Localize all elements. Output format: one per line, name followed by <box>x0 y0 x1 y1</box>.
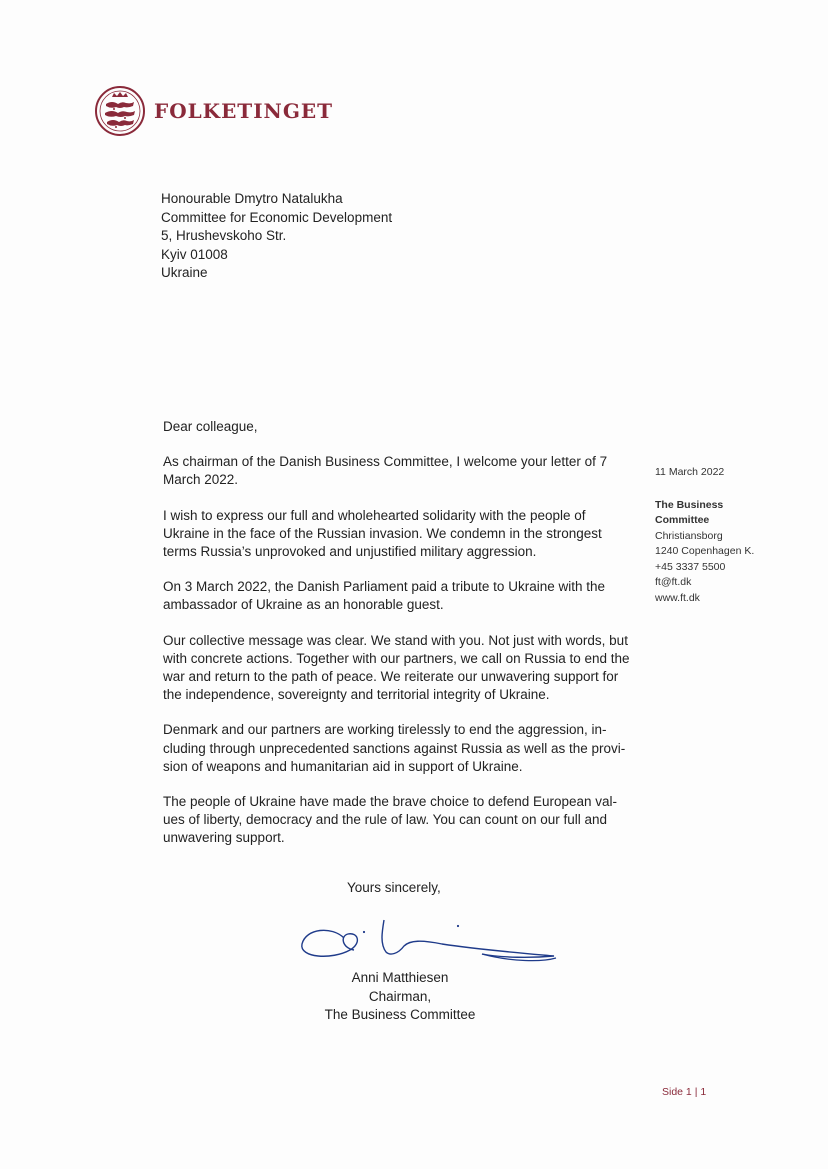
sender-location: Christiansborg <box>655 529 723 542</box>
paragraph: On 3 March 2022, the Danish Parliament paid a tribute to Ukraine with the ambassador of Ukraine as an honorable guest. <box>163 579 605 613</box>
sender-info-sidebar <box>655 465 754 606</box>
letter-body <box>163 418 633 865</box>
paragraph: Denmark and our partners are working tirelessly to end the aggression, in-cluding through unprecedented sanctions against Russia as well as the provi-sion of weapons and humanitarian aid in support of Ukraine. <box>163 722 626 774</box>
signer-block <box>300 969 500 1025</box>
signer-committee: The Business Committee <box>324 1007 476 1022</box>
letterhead-logo <box>94 85 333 137</box>
sender-phone: +45 3337 5500 <box>655 560 726 573</box>
recipient-committee: Committee for Economic Development <box>161 209 393 225</box>
sender-postal: 1240 Copenhagen K. <box>655 545 755 557</box>
sender-email: ft@ft.dk <box>655 576 692 588</box>
recipient-name: Honourable Dmytro Natalukha <box>161 191 343 206</box>
organization-name: FOLKETINGET <box>154 99 334 123</box>
sender-committee-line1: The Business <box>655 498 724 511</box>
recipient-country: Ukraine <box>161 265 208 280</box>
recipient-address <box>161 190 392 283</box>
paragraph: Our collective message was clear. We stand with you. Not just with words, but with concrete actions. Together with our partners, we call on Russia to end the war and return to the path of peace. We reiterate our unwavering support for the independence, sovereignty and territorial integrity of Ukraine. <box>163 632 630 703</box>
sender-website: www.ft.dk <box>655 591 700 604</box>
paragraph: I wish to express our full and wholehearted solidarity with the people of Ukraine in the face of the Russian invasion. We condemn in the strongest terms Russia’s unprovoked and unjustified military aggression. <box>163 507 602 560</box>
paragraph: The people of Ukraine have made the brave choice to defend European val-ues of liberty, democracy and the rule of law. You can count on our full and unwavering support. <box>163 794 618 846</box>
greeting: Dear colleague, <box>163 419 258 434</box>
danish-lions-seal-icon <box>94 85 146 137</box>
signer-title: Chairman, <box>368 988 432 1004</box>
page-number: Side 1 | 1 <box>662 1086 707 1098</box>
sender-committee-line2: Committee <box>655 514 710 526</box>
paragraph: As chairman of the Danish Business Committee, I welcome your letter of 7 March 2022. <box>163 454 608 488</box>
closing: Yours sincerely, <box>347 880 441 895</box>
signer-name: Anni Matthiesen <box>351 970 449 985</box>
letter-date: 11 March 2022 <box>655 466 725 478</box>
recipient-city: Kyiv 01008 <box>161 246 228 262</box>
recipient-street: 5, Hrushevskoho Str. <box>161 228 287 243</box>
handwritten-signature-icon <box>292 910 562 970</box>
